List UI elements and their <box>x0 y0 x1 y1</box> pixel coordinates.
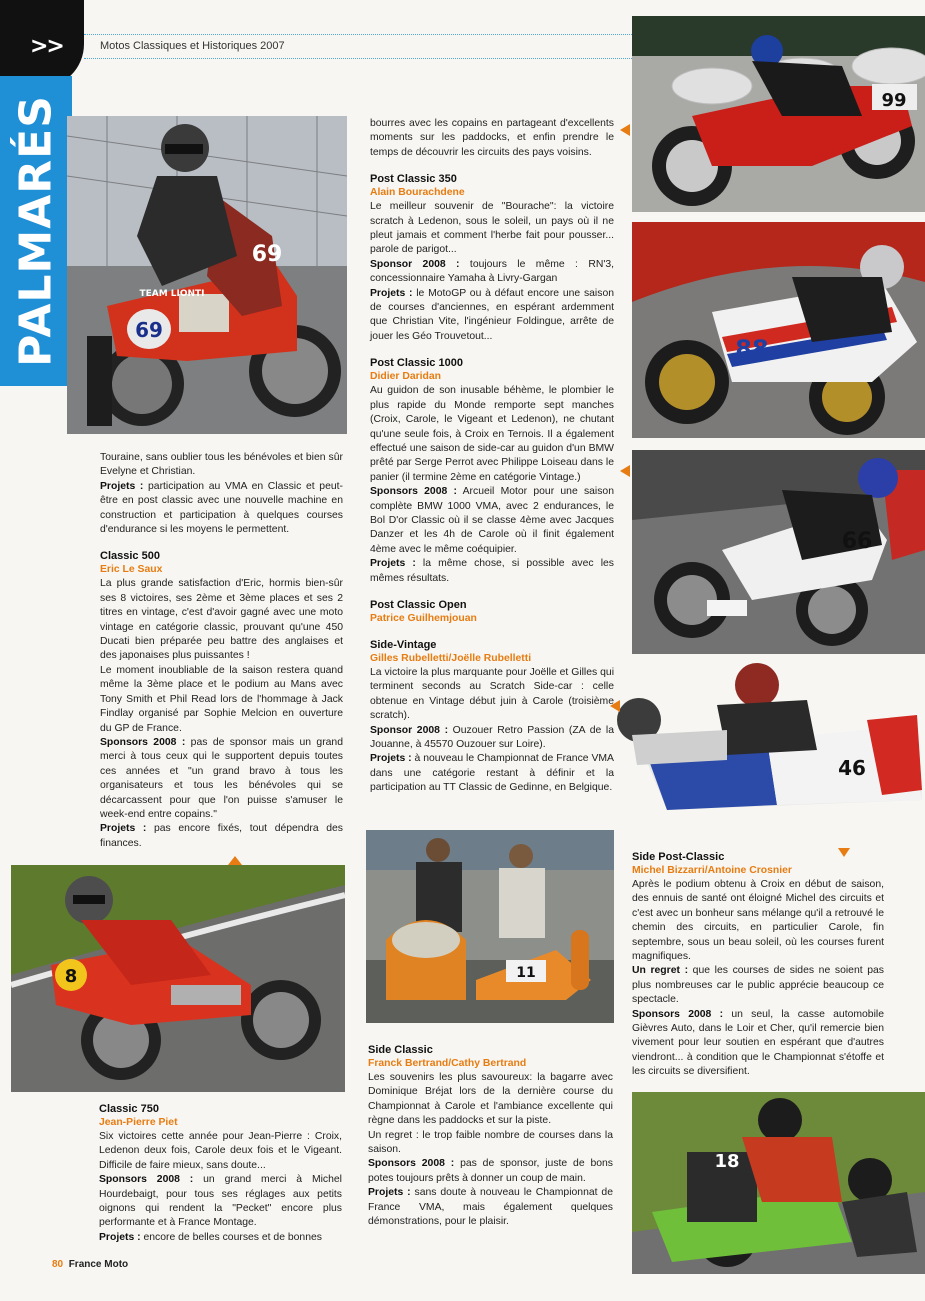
paragraph: La plus grande satisfaction d'Eric, hormis bien-sûr ses 8 victoires, ses 2ème et 3ème places et ses 2 titres en vintage, c'est d'avoir gagné avec une moto vintage en catégorie classic, prouvant qu'une 450 Ducati bien préparée peu battre des anglaises et des japonaises plus puissantes ! <box>100 578 343 662</box>
paragraph: la même chose, si possible avec les mêmes résultats. <box>370 558 614 584</box>
text-column-left-lower <box>99 1102 342 1245</box>
rider-name: Didier Daridan <box>370 371 442 383</box>
paragraph: Après le podium obtenu à Croix en début de saison, des ennuis de santé ont éloigné Michel des circuits et c'est avec un bonheur sans mélange qu'il a retrouvé le chemin des circuits, en particulier Carole, fin septembre, sous un beau soleil, où les courses furent magnifiques. <box>632 879 884 963</box>
fairing-number-69: 69 <box>251 242 283 267</box>
category-heading: Side-Vintage <box>370 638 437 651</box>
category-heading: Classic 500 <box>100 550 160 563</box>
rider-name: Patrice Guilhemjouan <box>370 612 477 624</box>
label: Projets : <box>370 753 412 765</box>
race-number-8: 8 <box>64 966 78 987</box>
sidecar-number-11: 11 <box>516 965 536 981</box>
paragraph: encore de belles courses et de bonnes <box>140 1231 322 1243</box>
label: Sponsors 2008 : <box>99 1174 194 1186</box>
category-heading: Side Classic <box>368 1044 433 1056</box>
photo-racer-66 <box>632 450 925 654</box>
paragraph: Au guidon de son inusable béhème, le plombier le plus rapide du Monde remporte sept manches (Croix, Carole, le Vigeant et Ledenon), ne chutant qu'une seule fois, à Croix en Ternois. Il a également effectué une saison de side-car au guidon d'un BMW prêté par Serge Perrot avec Philippe Loiseau dans le panier (il termine 2ème en catégorie Vintage.) <box>370 385 614 483</box>
double-chevron-icon: >> <box>30 34 63 59</box>
photo-classic-racer-8 <box>11 865 345 1092</box>
paragraph: Le meilleur souvenir de "Bourache": la victoire scratch à Ledenon, sous le soleil, un pays où il ne pleut jamais et comment l'herbe fait pour pousser... parole de parigot... <box>370 201 614 256</box>
paragraph: pas de sponsor mais un grand merci à tous ceux qui le supportent depuis toutes ces années et "un grand bravo à tous les organisateurs et tous les bénévoles qui se décarcassent pour que l'on puisse s'amuser le week-end entre copains." <box>100 736 343 820</box>
paragraph: participation au VMA en Classic et peut-être en post classic avec une nouvelle machine en construction et participation à quelques courses d'endurance si les moyens le permettent. <box>100 480 343 536</box>
rider-name: Alain Bourachdene <box>370 187 465 199</box>
label: Un regret : <box>632 965 689 977</box>
paragraph: Les souvenirs les plus savoureux: la bagarre avec Dominique Bréjat lors de la dernière course du Championnat à Carole et l'ambiance excellente qui règne dans les paddocks et sur la piste. <box>368 1072 613 1127</box>
photo-sidecar-46 <box>617 660 925 825</box>
label: Sponsors 2008 : <box>368 1158 455 1170</box>
paragraph: que les courses de sides ne soient pas plus nombreuses car le public apprécie beaucoup ce spectacle. <box>632 965 884 1006</box>
race-number-66: 66 <box>841 529 873 554</box>
rider-name: Michel Bizzarri/Antoine Crosnier <box>632 865 792 876</box>
text-column-middle-upper <box>370 117 614 796</box>
paragraph: pas de sponsor, juste de bons potes toujours prêts à donner un coup de main. <box>368 1158 613 1184</box>
sub-dotted-rule <box>84 58 632 59</box>
race-number-46: 46 <box>838 756 866 780</box>
rider-name: Jean-Pierre Piet <box>99 1117 178 1128</box>
photo-sidecar-18 <box>632 1092 925 1274</box>
label: Sponsor 2008 : <box>370 258 460 270</box>
rider-name: Eric Le Saux <box>100 564 163 576</box>
label: Projets : <box>100 480 144 492</box>
label: Sponsors 2008 : <box>632 1008 724 1020</box>
rider-name: Franck Bertrand/Cathy Bertrand <box>368 1058 527 1069</box>
label: Projets : <box>100 823 147 835</box>
photo-racer-99 <box>632 16 925 212</box>
page-number: 80 <box>52 1259 64 1270</box>
text-column-right <box>632 850 884 1080</box>
section-bar <box>0 76 72 386</box>
text-column-middle-lower <box>368 1043 613 1229</box>
top-dotted-rule <box>84 34 632 35</box>
pointer-arrow-up <box>228 856 242 865</box>
running-title: Motos Classiques et Historiques 2007 <box>100 40 285 52</box>
rider-name: Gilles Rubelletti/Joëlle Rubelletti <box>370 652 532 664</box>
category-heading: Post Classic 1000 <box>370 357 463 370</box>
section-title: PALMARÉS <box>10 95 62 367</box>
race-number-99: 99 <box>881 90 907 111</box>
page-footer <box>52 1259 128 1270</box>
paragraph: un grand merci à Michel Hourdebaigt, pour tous ses réglages aux petits oignons qui rendent la "Pecket" encore plus performante et à France Montage. <box>99 1174 342 1229</box>
pointer-arrow-left <box>620 124 630 136</box>
paragraph: Touraine, sans oublier tous les bénévoles et bien sûr Evelyne et Christian. <box>100 452 343 478</box>
label: Projets : <box>368 1187 411 1199</box>
paragraph: bourres avec les copains en partageant d'excellents moments sur les paddocks, et enfin prendre le temps de découvrir les circuits des pays voisins. <box>370 118 614 158</box>
race-number-88: 88 <box>735 335 769 363</box>
paragraph: Le moment inoubliable de la saison restera quand même la 3ème place et le podium au Mans avec Tony Smith et Phil Read lors de l'hommage à Jack Findlay organisé par Sophie Melcion en ouverture du GP de France. <box>100 664 343 734</box>
race-number-18: 18 <box>714 1151 740 1172</box>
magazine-name: France Moto <box>68 1259 129 1270</box>
category-heading: Classic 750 <box>99 1103 159 1115</box>
label: Sponsors 2008 : <box>370 486 457 498</box>
paragraph: un seul, la casse automobile Gièvres Auto, dans le Loir et Cher, qu'il remercie bien vivement pour leur soutien en espérant que d'autres viendront... à condition que le Championnat s'étoffe et les circuits se diversifient. <box>632 1008 884 1078</box>
corner-tab <box>0 0 84 88</box>
label: Projets : <box>99 1231 141 1243</box>
paragraph: Arcueil Motor pour une saison complète BMW 1000 VMA, avec 2 endurances, le Bol D'or Classic où il se classe 4ème avec Jacques Danzer et les 4h de Carole où il finit également 4ème avec le même coéquipier. <box>370 486 614 555</box>
label: Projets : <box>370 558 416 570</box>
photo-sidecar-paddock <box>366 830 614 1023</box>
text-column-left-upper <box>100 451 343 851</box>
paragraph: La victoire la plus marquante pour Joëlle et Gilles qui terminent seconds au Scratch Side-car : celle obtenue en Vintage début juin à Carole (troisième scratch). <box>370 666 614 722</box>
paragraph: Ouzouer Retro Passion (ZA de la Jouanne, à 45570 Ouzouer sur Loire). <box>370 724 614 750</box>
paragraph: Un regret : le trop faible nombre de courses dans la saison. <box>368 1129 613 1156</box>
category-heading: Post Classic Open <box>370 598 467 611</box>
paragraph: le MotoGP ou à défaut encore une saison de courses d'anciennes, en espérant ardemment que Christian Vite, l'ingénieur Foldingue, arrête de jouer les Géo Trouvetout... <box>370 287 614 342</box>
label: Sponsors 2008 : <box>100 736 186 748</box>
paragraph: pas encore fixés, tout dépendra des finances. <box>100 823 344 849</box>
category-heading: Side Post-Classic <box>632 851 725 863</box>
paragraph: sans doute à nouveau le Championnat de France VMA, mais également quelques démonstrations, pour le plaisir. <box>368 1187 613 1228</box>
paragraph: Six victoires cette année pour Jean-Pierre : Croix, Ledenon deux fois, Carole deux fois et le Vigeant. Difficile de faire mieux, sans doute... <box>99 1131 342 1171</box>
paragraph: à nouveau le Championnat de France VMA dans une catégorie restant à définir et la participation au TT Classic de Gedinne, en Belgique. <box>370 753 614 794</box>
photo-classic-racer-69 <box>67 116 347 434</box>
race-number-69: 69 <box>135 318 163 342</box>
label: Sponsor 2008 : <box>370 724 449 736</box>
pointer-arrow-left <box>620 465 630 477</box>
paragraph: toujours le même : RN'3, concessionnaire Yamaha à Livry-Gargan <box>370 258 614 285</box>
label: Projets : <box>370 287 413 299</box>
photo-racer-88 <box>632 222 925 438</box>
team-livery: TEAM LIONTI <box>139 289 205 299</box>
category-heading: Post Classic 350 <box>370 173 457 186</box>
